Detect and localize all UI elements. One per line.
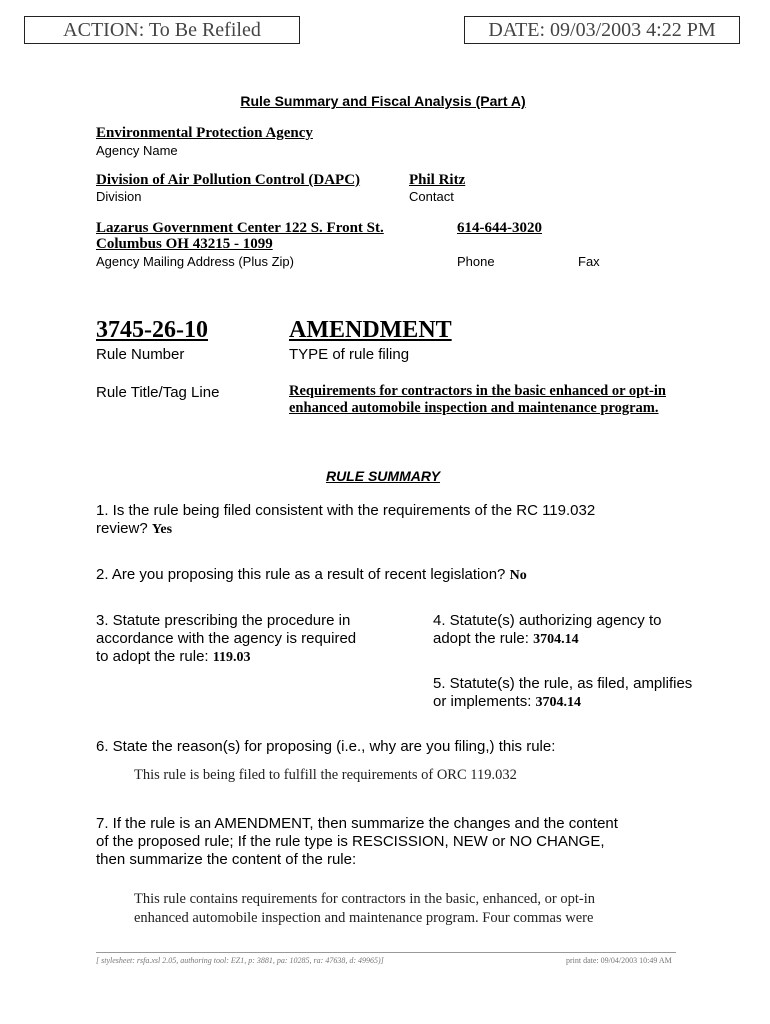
- action-label: ACTION: To Be Refiled: [63, 19, 261, 41]
- question-1: [96, 502, 595, 539]
- phone-number: 614-644-3020: [457, 220, 542, 236]
- question-3-line3: [96, 648, 356, 667]
- question-7-answer-line1: This rule contains requirements for contractors in the basic, enhanced, or opt-in: [134, 891, 596, 907]
- question-5-line1: 5. Statute(s) the rule, as filed, amplifies: [433, 675, 693, 692]
- contact-name: Phil Ritz: [409, 172, 466, 188]
- question-5-line2: [433, 693, 692, 712]
- rule-title: [289, 383, 666, 417]
- question-5-answer: 3704.14: [535, 695, 582, 710]
- question-3-text: to adopt the rule:: [96, 648, 209, 665]
- document-title: Rule Summary and Fiscal Analysis (Part A): [240, 93, 526, 109]
- footer-divider: [96, 952, 676, 953]
- rule-summary-heading: RULE SUMMARY: [325, 468, 441, 484]
- question-7-line3: then summarize the content of the rule:: [96, 851, 357, 868]
- rule-number-label: Rule Number: [96, 346, 185, 363]
- question-7-answer-line2: enhanced automobile inspection and maintenance program. Four commas were: [134, 910, 594, 926]
- contact-label: Contact: [409, 189, 454, 204]
- date-box: [464, 16, 740, 44]
- question-2: [96, 566, 527, 585]
- question-7-line1: 7. If the rule is an AMENDMENT, then summarize the changes and the content: [96, 815, 618, 832]
- question-5-text: or implements:: [433, 693, 532, 710]
- question-6-answer: This rule is being filed to fulfill the requirements of ORC 119.032: [134, 767, 517, 783]
- rule-type-label: TYPE of rule filing: [289, 346, 410, 363]
- address-line2: Columbus OH 43215 - 1099: [96, 236, 273, 252]
- question-3: [96, 612, 356, 667]
- question-5: [433, 675, 692, 712]
- question-1-line2: [96, 520, 595, 539]
- phone-label: Phone: [457, 254, 495, 269]
- question-6: 6. State the reason(s) for proposing (i.e., why are you filing,) this rule:: [96, 738, 556, 755]
- question-1-text: review?: [96, 520, 148, 537]
- question-1-line1: 1. Is the rule being filed consistent with the requirements of the RC 119.032: [96, 502, 596, 519]
- question-4-text: adopt the rule:: [433, 630, 529, 647]
- footer-left: [ stylesheet: rsfa.xsl 2.05, authoring tool: EZ1, p: 3881, pa: 10285, ra: 47638, d: 49965)]: [96, 956, 384, 965]
- question-7-line2: of the proposed rule; If the rule type is RESCISSION, NEW or NO CHANGE,: [96, 833, 605, 850]
- rule-type: AMENDMENT: [289, 317, 452, 343]
- fax-label: Fax: [578, 254, 600, 269]
- action-box: [24, 16, 300, 44]
- question-4: [433, 612, 661, 649]
- division-label: Division: [96, 189, 142, 204]
- question-3-answer: 119.03: [212, 650, 251, 665]
- date-label: DATE: 09/03/2003 4:22 PM: [488, 19, 716, 41]
- agency-name-label: Agency Name: [96, 143, 178, 158]
- rule-title-label: Rule Title/Tag Line: [96, 384, 220, 401]
- question-2-answer: No: [509, 568, 527, 583]
- rule-title-line2: enhanced automobile inspection and maintenance program.: [289, 400, 659, 416]
- division-name: Division of Air Pollution Control (DAPC): [96, 172, 361, 188]
- agency-name: Environmental Protection Agency: [96, 125, 313, 141]
- rule-title-line1: Requirements for contractors in the basic enhanced or opt-in: [289, 383, 666, 399]
- question-2-text: 2. Are you proposing this rule as a result of recent legislation?: [96, 566, 506, 583]
- footer-print-date: print date: 09/04/2003 10:49 AM: [566, 956, 672, 965]
- address-label: Agency Mailing Address (Plus Zip): [96, 254, 294, 269]
- question-7: [96, 815, 618, 869]
- question-3-line2: accordance with the agency is required: [96, 630, 357, 647]
- question-4-answer: 3704.14: [533, 632, 579, 647]
- question-1-answer: Yes: [151, 522, 173, 537]
- question-3-line1: 3. Statute prescribing the procedure in: [96, 612, 351, 629]
- question-4-line2: [433, 630, 661, 649]
- question-4-line1: 4. Statute(s) authorizing agency to: [433, 612, 662, 629]
- address-line1: Lazarus Government Center 122 S. Front St.: [96, 220, 384, 236]
- rule-number: 3745-26-10: [96, 317, 208, 343]
- question-7-answer: [134, 890, 595, 928]
